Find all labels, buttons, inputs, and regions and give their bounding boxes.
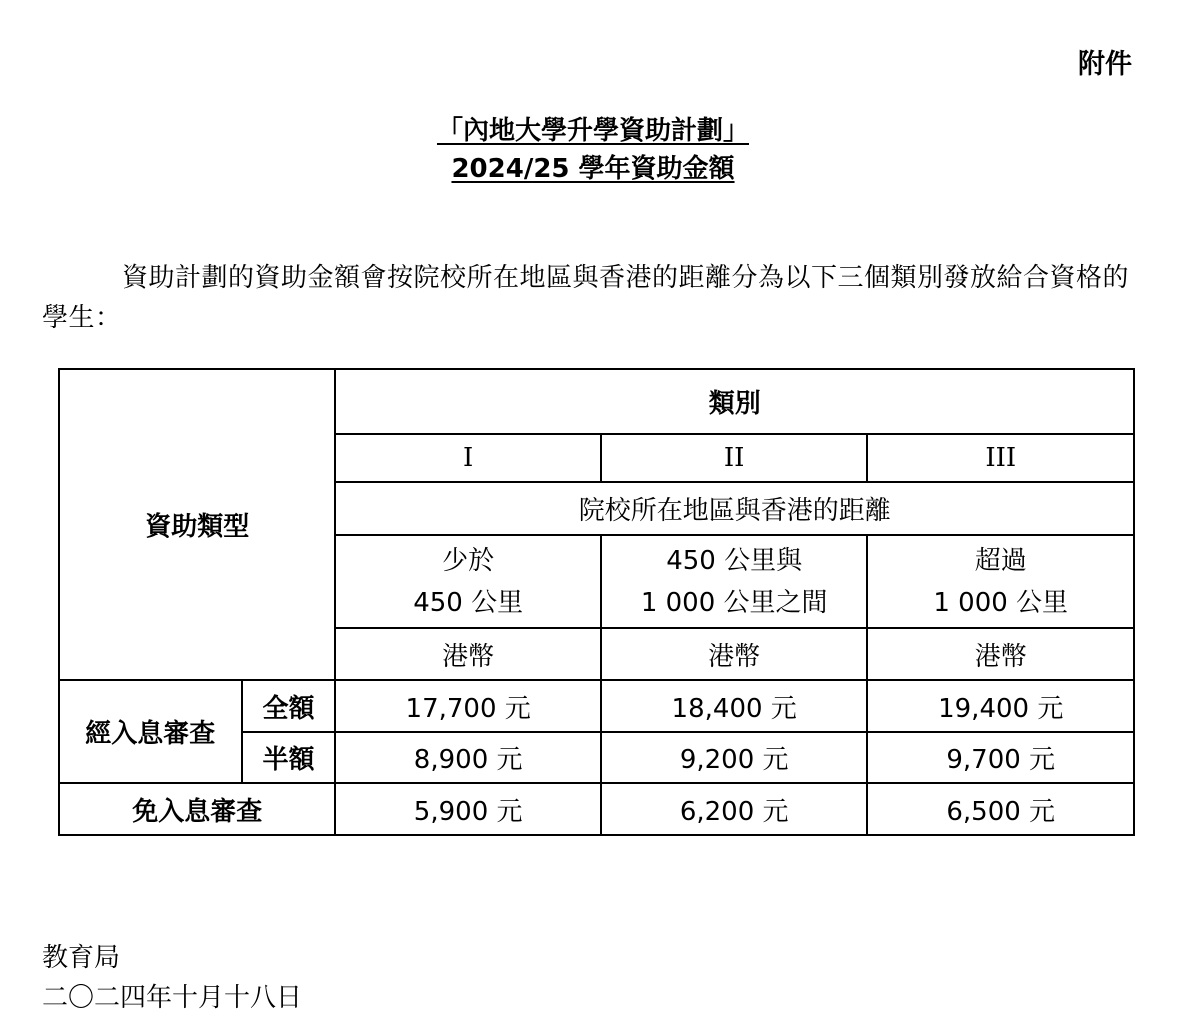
distance-ii-line1: 450 公里與 (666, 545, 803, 576)
intro-paragraph: 資助計劃的資助金額會按院校所在地區與香港的距離分為以下三個類別發放給合資格的學生： (42, 263, 1130, 333)
half-amount-i: 8,900 元 (335, 732, 601, 783)
distance-cell-i (335, 535, 601, 628)
distance-cell-iii (867, 535, 1134, 628)
document-title (0, 112, 1186, 188)
footer (42, 938, 302, 1018)
category-ii: II (601, 434, 868, 482)
issue-date: 二〇二四年十月十八日 (42, 983, 303, 1013)
full-amount-i: 17,700 元 (335, 680, 601, 732)
full-amount-ii: 18,400 元 (601, 680, 868, 732)
annex-label: 附件 (1078, 49, 1132, 80)
non-means-amount-iii: 6,500 元 (867, 783, 1134, 835)
non-means-amount-ii: 6,200 元 (601, 783, 868, 835)
category-header: 類別 (335, 369, 1134, 434)
distance-header: 院校所在地區與香港的距離 (335, 482, 1134, 535)
distance-cell-ii (601, 535, 868, 628)
distance-i-line2: 450 公里 (413, 587, 524, 618)
currency-ii: 港幣 (601, 628, 868, 680)
non-means-tested-label: 免入息審查 (59, 783, 335, 835)
distance-iii-line1: 超過 (974, 545, 1027, 576)
means-tested-label: 經入息審查 (59, 680, 242, 783)
full-amount-iii: 19,400 元 (867, 680, 1134, 732)
category-i: I (335, 434, 601, 482)
distance-iii-line2: 1 000 公里 (933, 587, 1069, 618)
non-means-amount-i: 5,900 元 (335, 783, 601, 835)
full-grant-label: 全額 (242, 680, 336, 732)
distance-ii-line2: 1 000 公里之間 (640, 587, 828, 618)
category-iii: III (867, 434, 1134, 482)
title-line-1: 「內地大學升學資助計劃」 (436, 116, 749, 146)
issuing-bureau: 教育局 (42, 943, 121, 973)
half-amount-ii: 9,200 元 (601, 732, 868, 783)
grant-type-header: 資助類型 (59, 369, 335, 680)
title-line-2: 2024/25 學年資助金額 (451, 154, 735, 184)
half-grant-label: 半額 (242, 732, 336, 783)
grant-amount-table (58, 368, 1135, 836)
half-amount-iii: 9,700 元 (867, 732, 1134, 783)
currency-i: 港幣 (335, 628, 601, 680)
currency-iii: 港幣 (867, 628, 1134, 680)
distance-i-line1: 少於 (442, 545, 495, 576)
